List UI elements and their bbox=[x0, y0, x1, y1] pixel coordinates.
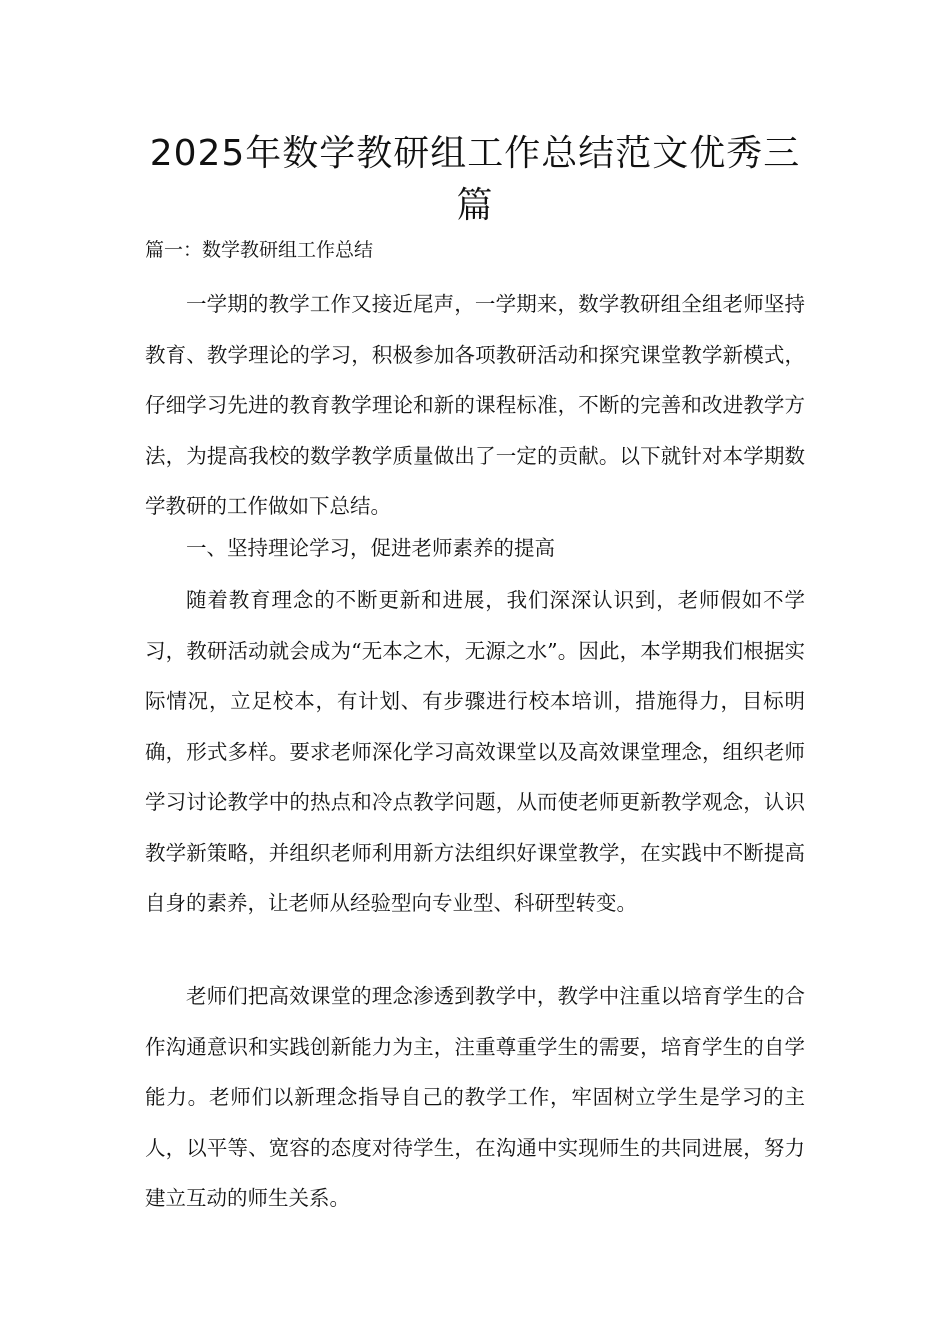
paragraph-intro: 一学期的教学工作又接近尾声，一学期来，数学教研组全组老师坚持教育、教学理论的学习，积极参加各项教研活动和探究课堂教学新模式，仔细学习先进的教育教学理论和新的课程标准，不断的完善和改进教学方法，为提高我校的数学教学质量做出了一定的贡献。以下就针对本学期数学教研的工作做如下总结。 bbox=[145, 292, 805, 518]
title-line-1: 2025年数学教研组工作总结范文优秀三 bbox=[149, 133, 801, 174]
paragraph-theory-study: 随着教育理念的不断更新和进展，我们深深认识到，老师假如不学习，教研活动就会成为“无本之木，无源之水”。因此，本学期我们根据实际情况，立足校本，有计划、有步骤进行校本培训，措施得力，目标明确，形式多样。要求老师深化学习高效课堂以及高效课堂理念，组织老师学习讨论教学中的热点和冷点教学问题，从而使老师更新教学观念，认识教学新策略，并组织老师利用新方法组织好课堂教学，在实践中不断提高自身的素养，让老师从经验型向专业型、科研型转变。 bbox=[145, 588, 805, 915]
section-heading: 篇一：数学教研组工作总结 bbox=[145, 239, 374, 261]
document-title bbox=[130, 128, 820, 232]
title-line-2: 篇 bbox=[456, 185, 494, 226]
paragraph-efficient-classroom: 老师们把高效课堂的理念渗透到教学中，教学中注重以培育学生的合作沟通意识和实践创新能力为主，注重尊重学生的需要，培育学生的自学能力。老师们以新理念指导自己的教学工作，牢固树立学生是学习的主人，以平等、宽容的态度对待学生，在沟通中实现师生的共同进展，努力建立互动的师生关系。 bbox=[145, 984, 805, 1210]
subheading-theory-study: 一、坚持理论学习，促进老师素养的提高 bbox=[186, 536, 555, 560]
